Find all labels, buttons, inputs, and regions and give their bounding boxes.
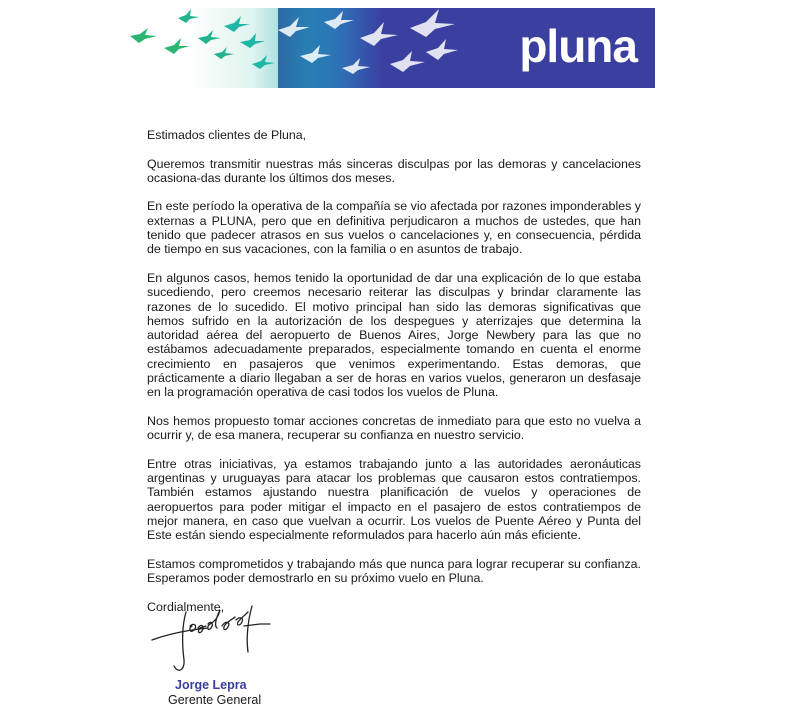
letterhead <box>128 8 655 88</box>
handwritten-signature <box>148 604 278 676</box>
letter-paragraph: En este período la operativa de la compañía se vio afectada por razones imponderables y externas a PLUNA, pero que en definitiva perjudicaron a muchos de ustedes, que han tenido que padecer atrasos en sus vuelos o cancelaciones y, en consecuencia, pérdida de tiempo en sus vacaciones, con la familia o en asuntos de trabajo. <box>147 199 641 257</box>
letter-paragraph: Queremos transmitir nuestras más sinceras disculpas por las demoras y cancelaciones ocasiona-das durante los últimos dos meses. <box>147 156 641 185</box>
signatory-role: Gerente General <box>168 693 262 707</box>
letter-body <box>147 128 641 628</box>
signatory-name: Jorge Lepra <box>175 678 247 692</box>
letter-greeting: Estimados clientes de Pluna, <box>147 128 307 142</box>
pluna-logo: pluna <box>519 20 637 72</box>
letter-paragraph: Estamos comprometidos y trabajando más que nunca para lograr recuperar su confianza. Esperamos poder demostrarlo en su próximo vuelo en Pluna. <box>147 556 641 586</box>
letter-closing: Cordialmente, <box>147 599 225 614</box>
letter-paragraph: Entre otras iniciativas, ya estamos trabajando junto a las autoridades aeronáuticas argentinas y uruguayas para atacar los problemas que causaron estos contratiempos. También estamos ajustando nuestra planificación de vuelos y operaciones de aeropuertos para poder mitigar el impacto en el pasajero de estos contratiempos de mejor manera, en caso que vuelvan a ocurrir. Los vuelos de Puente Aéreo y Punta del Este están siendo especialmente reformulados para hacerlo aún más eficiente. <box>147 456 641 543</box>
letter-paragraph: Nos hemos propuesto tomar acciones concretas de inmediato para que esto no vuelva a ocurrir y, de esa manera, recuperar su confianza en nuestro servicio. <box>147 413 641 443</box>
letter-paragraph: En algunos casos, hemos tenido la oportunidad de dar una explicación de lo que estaba sucediendo, pero creemos necesario reiterar las disculpas y brindar claramente las razones de lo sucedido. El motivo principal han sido las demoras significativas que hemos sufrido en la autorización de los despegues y aterrizajes que determina la autoridad aérea del aeropuerto de Buenos Aires, Jorge Newbery para las que no estábamos adecuadamente preparados, especialmente tomando en cuenta el enorme crecimiento en pasajeros que venimos experimentando. Estas demoras, que prácticamente a diario llegaban a ser de horas en varios vuelos, generaron un desfasaje en la programación operativa de casi todos los vuelos de Pluna. <box>147 270 641 400</box>
